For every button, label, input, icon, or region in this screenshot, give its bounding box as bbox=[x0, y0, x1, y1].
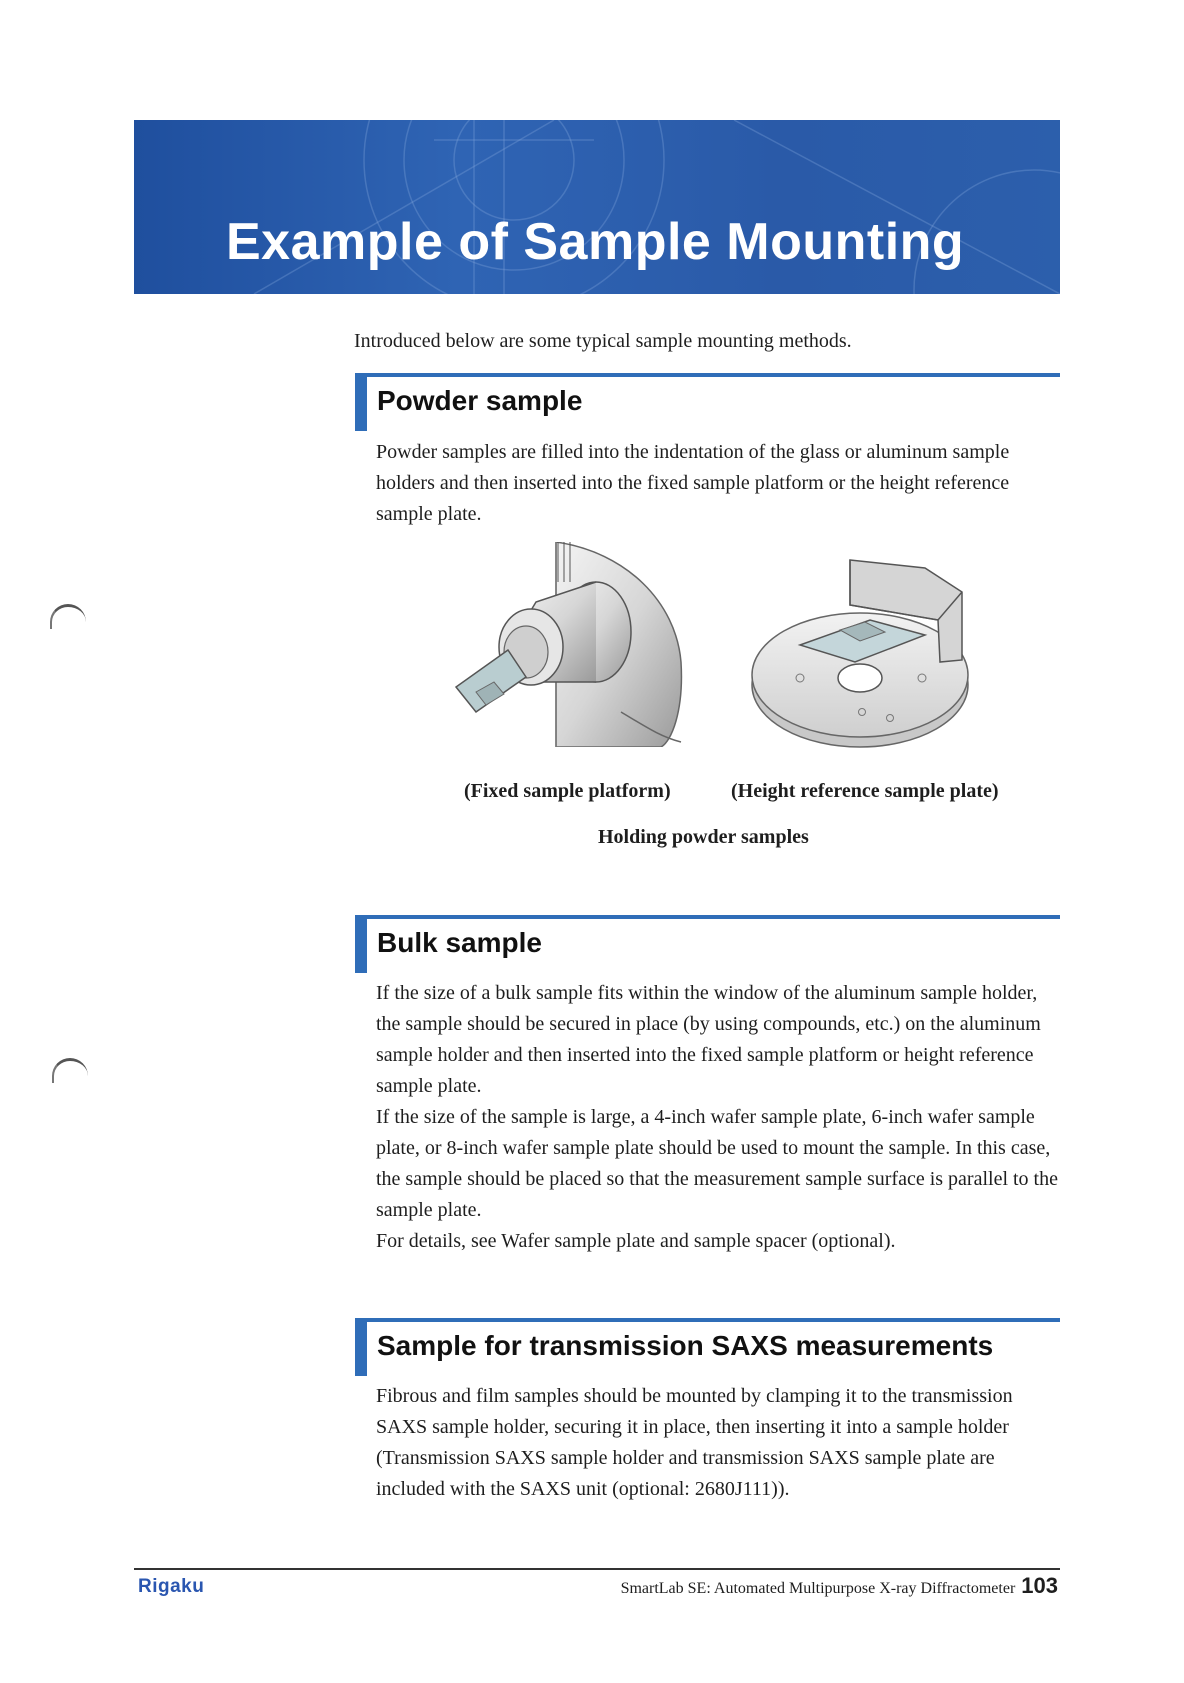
binder-hole-top bbox=[50, 604, 86, 629]
page-title: Example of Sample Mounting bbox=[226, 213, 965, 271]
page-number: 103 bbox=[1021, 1573, 1058, 1598]
bulk-paragraph bbox=[376, 978, 1066, 1257]
heading-marker bbox=[355, 373, 367, 431]
paragraph-line: Powder samples are filled into the indentation of the glass or aluminum sample holders and then inserted into the fixed sample platform or the height reference sample plate. bbox=[376, 441, 1010, 525]
paragraph-line: Fibrous and film samples should be mounted by clamping it to the transmission SAXS sample holder, securing it in place, then inserting it into a sample holder (Transmission SAXS sample holder and transmission SAXS sample plate are included with the SAXS unit (optional: 2680J111)). bbox=[376, 1385, 1013, 1500]
heading-text: Bulk sample bbox=[377, 927, 542, 958]
heading-marker bbox=[355, 1318, 367, 1376]
saxs-paragraph bbox=[376, 1381, 1066, 1505]
footer-doc-info bbox=[621, 1573, 1058, 1599]
figure-title: Holding powder samples bbox=[598, 826, 809, 848]
powder-paragraph bbox=[376, 437, 1066, 530]
paragraph-line: If the size of the sample is large, a 4-inch wafer sample plate, 6-inch wafer sample plate, or 8-inch wafer sample plate should be used to mount the sample. In this case, the sample should be placed so that the measurement sample surface is parallel to the sample plate. bbox=[376, 1106, 1058, 1221]
fixed-sample-platform-illustration bbox=[446, 542, 686, 747]
brand-logo: Rigaku bbox=[138, 1576, 205, 1597]
right-figure-caption: (Height reference sample plate) bbox=[731, 780, 999, 802]
paragraph-line: If the size of a bulk sample fits within the window of the aluminum sample holder, the sample should be secured in place (by using compounds, etc.) on the aluminum sample holder and then inserted into the fixed sample platform or height reference sample plate. bbox=[376, 982, 1041, 1097]
binder-hole-bottom bbox=[52, 1058, 88, 1083]
heading-rule bbox=[355, 915, 1060, 919]
document-title: SmartLab SE: Automated Multipurpose X-ray Diffractometer bbox=[620, 1580, 1016, 1597]
section-heading-saxs bbox=[355, 1318, 1060, 1378]
left-figure-caption: (Fixed sample platform) bbox=[464, 780, 671, 802]
footer-rule bbox=[134, 1568, 1060, 1570]
paragraph-line: For details, see Wafer sample plate and sample spacer (optional). bbox=[376, 1230, 896, 1252]
heading-rule bbox=[355, 373, 1060, 377]
title-banner bbox=[134, 120, 1060, 294]
heading-rule bbox=[355, 1318, 1060, 1322]
heading-marker bbox=[355, 915, 367, 973]
section-heading-bulk bbox=[355, 915, 1060, 975]
section-heading-powder bbox=[355, 373, 1060, 433]
intro-text: Introduced below are some typical sample mounting methods. bbox=[354, 330, 852, 352]
heading-text: Sample for transmission SAXS measurements bbox=[377, 1330, 994, 1361]
height-reference-sample-plate-illustration bbox=[750, 550, 980, 755]
heading-text: Powder sample bbox=[377, 385, 583, 416]
